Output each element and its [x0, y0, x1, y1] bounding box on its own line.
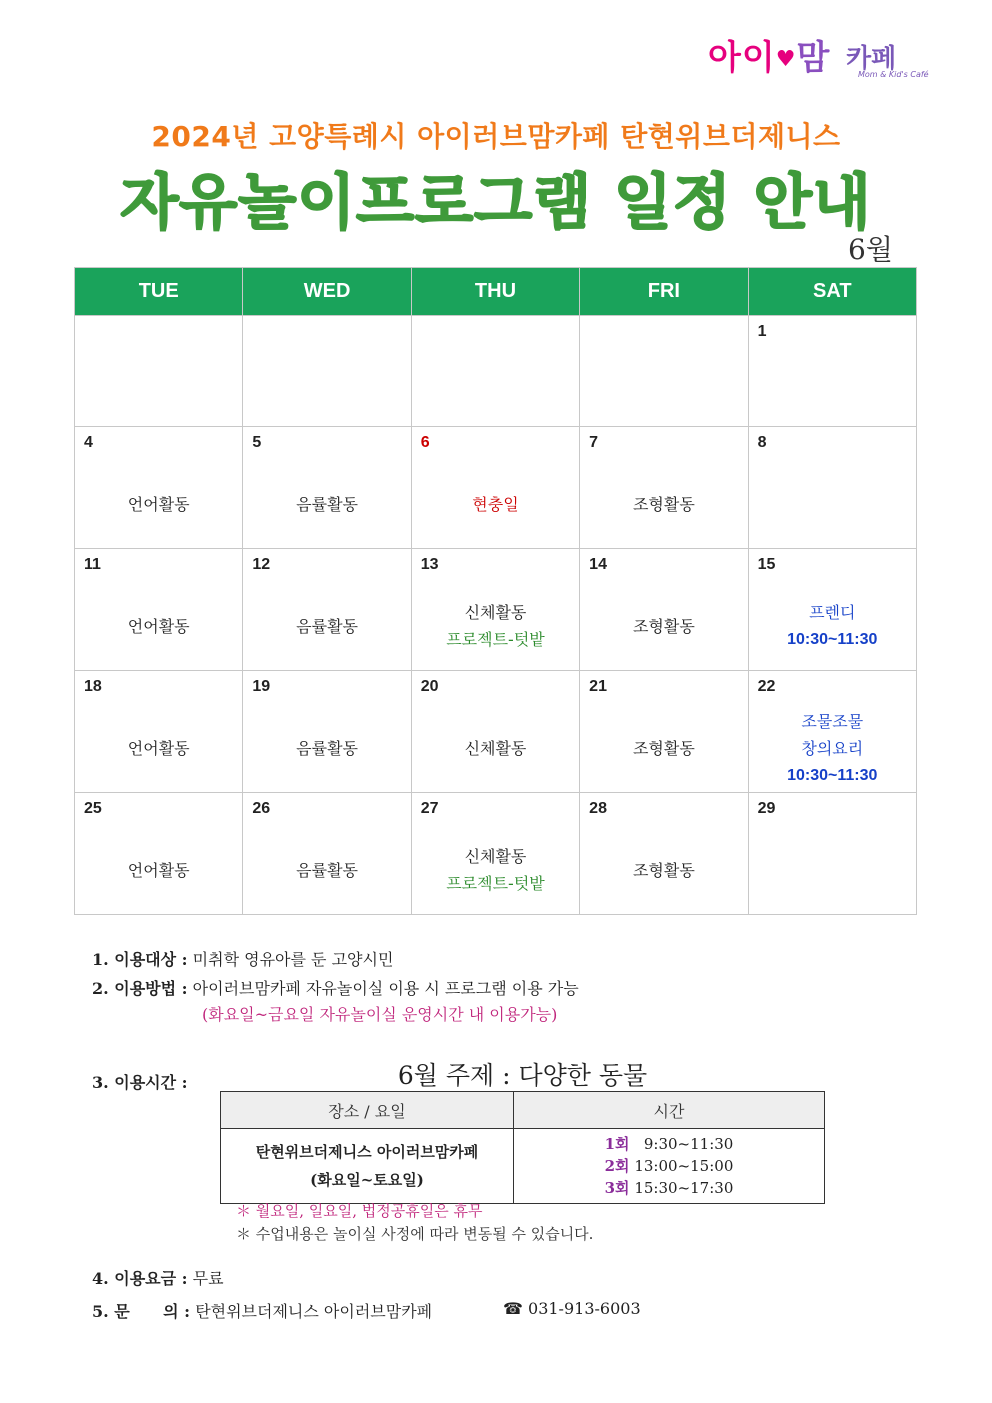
day-number: 26 — [252, 800, 271, 817]
activity-line: 신체활동 — [464, 603, 527, 622]
day-activity — [75, 613, 242, 640]
session-row: 2회 13:00~15:00 — [604, 1157, 734, 1175]
calendar-day-cell — [243, 671, 411, 793]
day-number: 27 — [420, 800, 439, 817]
subtitle: 2024년 고양특례시 아이러브맘카페 탄현위브더제니스 — [151, 120, 841, 153]
calendar-day-cell — [243, 316, 411, 427]
calendar-day-cell — [748, 671, 916, 793]
calendar-week — [75, 316, 917, 427]
day-activity — [580, 491, 747, 518]
day-activity — [75, 735, 242, 762]
time-table-head-place: 장소 / 요일 — [221, 1092, 514, 1129]
day-number: 18 — [84, 678, 102, 695]
activity-line: 신체활동 — [464, 847, 527, 866]
info-item-method: 2. 이용방법 : 아이러브맘카페 자유놀이실 이용 시 프로그램 이용 가능 — [92, 979, 579, 998]
day-activity — [243, 491, 410, 518]
calendar-day-cell — [75, 549, 243, 671]
calendar-day-cell — [75, 793, 243, 915]
activity-line: 음률활동 — [296, 860, 358, 880]
calendar-day-cell — [748, 427, 916, 549]
page-title: 자유놀이프로그램 일정 안내 — [120, 168, 872, 238]
calendar-day-cell — [748, 316, 916, 427]
day-activity — [580, 857, 747, 884]
weekday-thu: THU — [411, 268, 579, 316]
day-activity — [580, 613, 747, 640]
activity-line: 프로젝트-텃밭 — [446, 874, 545, 893]
activity-line: 음률활동 — [296, 494, 358, 514]
day-number: 19 — [252, 678, 271, 695]
day-number: 14 — [589, 556, 607, 573]
activity-line: 프로젝트-텃밭 — [446, 630, 545, 649]
change-note: ＊ 수업내용은 놀이실 사정에 따라 변동될 수 있습니다. — [236, 1225, 594, 1243]
day-number: 29 — [757, 800, 776, 817]
weekday-fri: FRI — [580, 268, 748, 316]
day-activity — [412, 735, 579, 762]
activity-line: 10:30~11:30 — [787, 766, 878, 784]
day-number: 7 — [589, 434, 599, 451]
activity-line: 언어활동 — [127, 616, 190, 636]
activity-line: 언어활동 — [127, 860, 190, 880]
activity-line: 10:30~11:30 — [787, 631, 878, 648]
day-activity — [412, 491, 579, 518]
time-table-head-time: 시간 — [514, 1092, 825, 1129]
day-number: 21 — [589, 678, 607, 695]
day-number: 20 — [420, 678, 439, 695]
activity-line: 조형활동 — [632, 616, 695, 636]
month-label: 6월 — [848, 233, 893, 266]
day-activity — [749, 708, 916, 789]
day-activity — [243, 613, 410, 640]
calendar-day-cell — [75, 427, 243, 549]
logo-cafe: 카페 — [846, 44, 897, 74]
info-item-fee: 4. 이용요금 : 무료 — [92, 1269, 224, 1288]
time-table-place: 탄현위브더제니스 아이러브맘카페 (화요일~토요일) — [221, 1129, 514, 1204]
weekday-sat: SAT — [748, 268, 916, 316]
calendar-day-cell — [580, 671, 748, 793]
calendar-day-cell — [580, 316, 748, 427]
day-activity — [75, 857, 242, 884]
day-activity — [580, 735, 747, 762]
day-number: 12 — [252, 556, 271, 573]
day-number: 11 — [84, 556, 101, 573]
activity-line: 조형활동 — [632, 860, 695, 880]
calendar-day-cell — [411, 316, 579, 427]
calendar-day-cell — [411, 427, 579, 549]
calendar-day-cell — [411, 671, 579, 793]
weekday-wed: WED — [243, 268, 411, 316]
activity-line: 프렌디 — [809, 603, 856, 622]
activity-line: 조물조물 — [801, 711, 864, 731]
info-item-contact: 5. 문 의 : 탄현위브더제니스 아이러브맘카페 — [92, 1302, 433, 1321]
weekday-header — [75, 268, 917, 316]
day-activity — [243, 857, 410, 884]
phone-number: ☎ 031-913-6003 — [503, 1299, 641, 1318]
theme-title: 6월 주제 : 다양한 동물 — [397, 1061, 648, 1090]
activity-line: 조형활동 — [632, 738, 695, 758]
calendar-day-cell — [580, 793, 748, 915]
day-activity — [75, 491, 242, 518]
calendar-table — [74, 267, 917, 915]
heart-icon: ♥ — [775, 47, 797, 72]
info-item-target: 1. 이용대상 : 미취학 영유아를 둔 고양시민 — [92, 950, 394, 969]
calendar-day-cell — [75, 316, 243, 427]
day-number: 1 — [757, 323, 767, 340]
calendar-day-cell — [580, 549, 748, 671]
weekday-tue: TUE — [75, 268, 243, 316]
calendar-day-cell — [411, 549, 579, 671]
calendar-week — [75, 671, 917, 793]
calendar-day-cell — [411, 793, 579, 915]
info-item-time-label: 3. 이용시간 : — [92, 1073, 188, 1092]
calendar-day-cell — [748, 793, 916, 915]
holiday-note: ＊ 월요일, 일요일, 법정공휴일은 휴무 — [236, 1202, 483, 1220]
day-activity — [412, 843, 579, 897]
activity-line: 창의요리 — [801, 738, 864, 758]
day-number: 28 — [589, 800, 607, 817]
time-table-sessions — [514, 1129, 825, 1204]
calendar-day-cell — [75, 671, 243, 793]
activity-line: 조형활동 — [632, 494, 695, 514]
activity-line: 음률활동 — [296, 738, 358, 758]
calendar-week — [75, 549, 917, 671]
day-activity — [749, 599, 916, 653]
day-number: 15 — [757, 556, 776, 573]
calendar-day-cell — [243, 793, 411, 915]
day-number: 22 — [757, 678, 776, 695]
activity-line: 신체활동 — [464, 738, 527, 758]
session-row: 1회 9:30~11:30 — [604, 1135, 734, 1153]
day-number: 25 — [84, 800, 102, 817]
calendar-day-cell — [580, 427, 748, 549]
day-number: 6 — [420, 434, 430, 451]
calendar-week — [75, 793, 917, 915]
day-number: 4 — [84, 434, 93, 451]
calendar-day-cell — [748, 549, 916, 671]
session-row: 3회 15:30~17:30 — [604, 1179, 734, 1197]
calendar-week — [75, 427, 917, 549]
activity-line: 음률활동 — [296, 616, 358, 636]
calendar-day-cell — [243, 427, 411, 549]
time-table — [220, 1091, 825, 1204]
logo-text: 아이♥맘 — [708, 38, 831, 78]
logo — [708, 30, 938, 80]
activity-line: 현충일 — [472, 494, 519, 514]
day-number: 5 — [252, 434, 262, 451]
day-number: 8 — [757, 434, 767, 451]
day-activity — [243, 735, 410, 762]
calendar-day-cell — [243, 549, 411, 671]
activity-line: 언어활동 — [127, 494, 190, 514]
logo-tagline: Mom & Kid's Café — [858, 70, 929, 79]
info-method-note: (화요일~금요일 자유놀이실 운영시간 내 이용가능) — [202, 1005, 558, 1024]
activity-line: 언어활동 — [127, 738, 190, 758]
day-number: 13 — [420, 556, 439, 573]
day-activity — [412, 599, 579, 653]
